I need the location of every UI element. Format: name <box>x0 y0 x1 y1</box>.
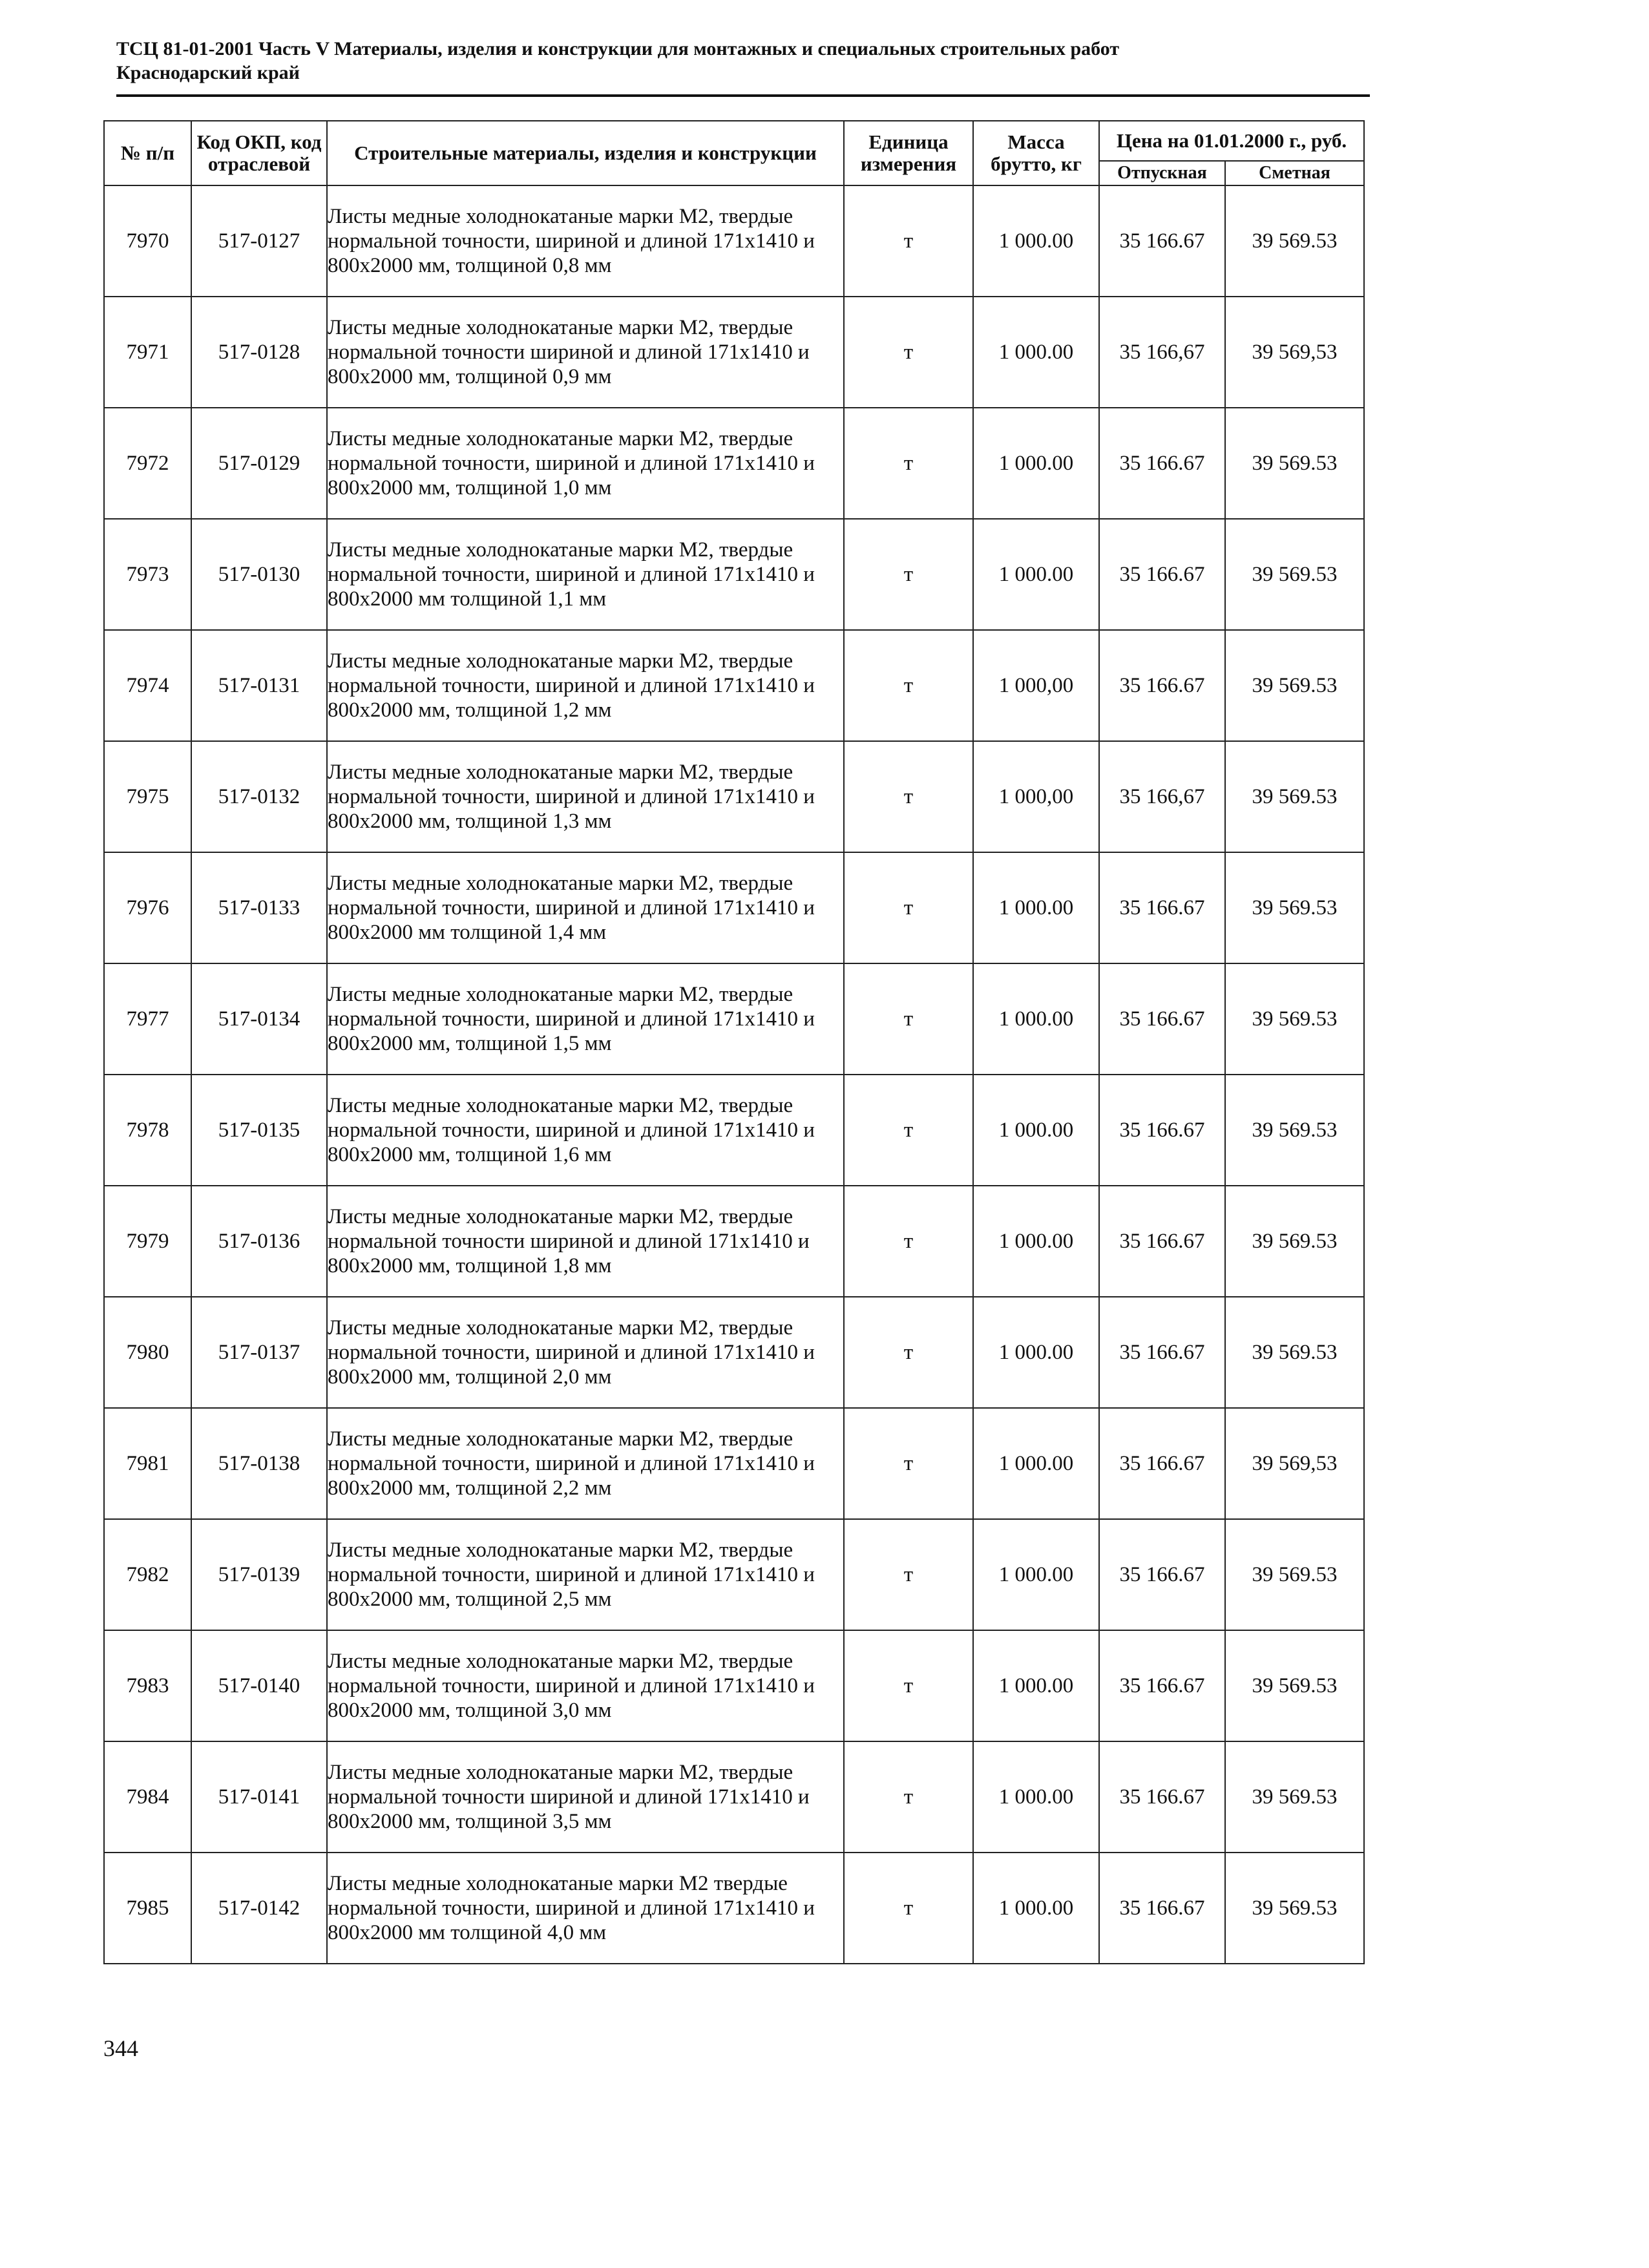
cell-code: 517-0142 <box>191 1853 327 1964</box>
cell-num: 7983 <box>104 1630 191 1741</box>
cell-code: 517-0130 <box>191 519 327 630</box>
document-title: ТСЦ 81-01-2001 Часть V Материалы, изделия и конструкции для монтажных и специальных строительных работ <box>116 38 1120 59</box>
cell-unit: т <box>844 1853 973 1964</box>
cell-num: 7984 <box>104 1741 191 1853</box>
cell-unit: т <box>844 1741 973 1853</box>
header-divider <box>116 94 1370 97</box>
column-header-unit: Единица измерения <box>844 121 973 185</box>
cell-name: Листы медные холоднокатаные марки М2, твердые нормальной точности, шириной и длиной 171х1410 и 800х2000 мм, толщиной 1,6 мм <box>327 1075 844 1186</box>
table-row <box>104 185 1364 297</box>
cell-name: Листы медные холоднокатаные марки М2, твердые нормальной точности, шириной и длиной 171х1410 и 800х2000 мм толщиной 1,1 мм <box>327 519 844 630</box>
table-row <box>104 1519 1364 1630</box>
cell-price-estimate: 39 569,53 <box>1225 1408 1364 1519</box>
cell-price-release: 35 166.67 <box>1099 185 1225 297</box>
price-table <box>103 120 1365 1964</box>
table-row <box>104 852 1364 963</box>
table-row <box>104 1853 1364 1964</box>
cell-name: Листы медные холоднокатаные марки М2, твердые нормальной точности шириной и длиной 171х1410 и 800х2000 мм, толщиной 1,8 мм <box>327 1186 844 1297</box>
cell-code: 517-0137 <box>191 1297 327 1408</box>
table-row <box>104 297 1364 408</box>
cell-price-estimate: 39 569.53 <box>1225 1297 1364 1408</box>
cell-price-release: 35 166.67 <box>1099 408 1225 519</box>
cell-num: 7980 <box>104 1297 191 1408</box>
cell-name: Листы медные холоднокатаные марки М2, твердые нормальной точности, шириной и длиной 171х1410 и 800х2000 мм, толщиной 1,0 мм <box>327 408 844 519</box>
cell-num: 7970 <box>104 185 191 297</box>
cell-price-estimate: 39 569.53 <box>1225 185 1364 297</box>
cell-price-estimate: 39 569.53 <box>1225 852 1364 963</box>
cell-name: Листы медные холоднокатаные марки М2, твердые нормальной точности, шириной и длиной 171х1410 и 800х2000 мм, толщиной 1,5 мм <box>327 963 844 1075</box>
cell-name: Листы медные холоднокатаные марки М2, твердые нормальной точности, шириной и длиной 171х1410 и 800х2000 мм, толщиной 2,0 мм <box>327 1297 844 1408</box>
table-row <box>104 1630 1364 1741</box>
cell-unit: т <box>844 1186 973 1297</box>
cell-code: 517-0139 <box>191 1519 327 1630</box>
cell-num: 7974 <box>104 630 191 741</box>
cell-name: Листы медные холоднокатаные марки М2, твердые нормальной точности шириной и длиной 171х1410 и 800х2000 мм, толщиной 3,5 мм <box>327 1741 844 1853</box>
column-header-mass: Масса брутто, кг <box>973 121 1099 185</box>
cell-mass: 1 000.00 <box>973 1741 1099 1853</box>
cell-name: Листы медные холоднокатаные марки М2, твердые нормальной точности, шириной и длиной 171х1410 и 800х2000 мм, толщиной 1,3 мм <box>327 741 844 852</box>
cell-price-estimate: 39 569.53 <box>1225 630 1364 741</box>
cell-price-release: 35 166,67 <box>1099 297 1225 408</box>
cell-mass: 1 000.00 <box>973 963 1099 1075</box>
cell-unit: т <box>844 297 973 408</box>
cell-price-estimate: 39 569.53 <box>1225 408 1364 519</box>
cell-price-estimate: 39 569.53 <box>1225 963 1364 1075</box>
cell-mass: 1 000.00 <box>973 297 1099 408</box>
cell-num: 7979 <box>104 1186 191 1297</box>
cell-mass: 1 000.00 <box>973 185 1099 297</box>
cell-price-release: 35 166,67 <box>1099 741 1225 852</box>
cell-price-estimate: 39 569.53 <box>1225 1186 1364 1297</box>
cell-mass: 1 000.00 <box>973 408 1099 519</box>
cell-unit: т <box>844 185 973 297</box>
column-header-num: № п/п <box>104 121 191 185</box>
cell-price-estimate: 39 569.53 <box>1225 1853 1364 1964</box>
cell-price-release: 35 166.67 <box>1099 1408 1225 1519</box>
cell-code: 517-0134 <box>191 963 327 1075</box>
cell-name: Листы медные холоднокатаные марки М2, твердые нормальной точности, шириной и длиной 171х1410 и 800х2000 мм толщиной 1,4 мм <box>327 852 844 963</box>
table-row <box>104 1408 1364 1519</box>
table-row <box>104 519 1364 630</box>
cell-price-release: 35 166.67 <box>1099 1297 1225 1408</box>
cell-unit: т <box>844 852 973 963</box>
column-header-code: Код ОКП, код отраслевой <box>191 121 327 185</box>
cell-code: 517-0135 <box>191 1075 327 1186</box>
table-body <box>104 185 1364 1964</box>
cell-unit: т <box>844 408 973 519</box>
cell-mass: 1 000.00 <box>973 852 1099 963</box>
cell-num: 7985 <box>104 1853 191 1964</box>
document-region: Краснодарский край <box>116 62 300 83</box>
cell-name: Листы медные холоднокатаные марки М2, твердые нормальной точности шириной и длиной 171х1410 и 800х2000 мм, толщиной 0,9 мм <box>327 297 844 408</box>
cell-price-release: 35 166.67 <box>1099 1075 1225 1186</box>
cell-price-estimate: 39 569.53 <box>1225 1519 1364 1630</box>
cell-code: 517-0140 <box>191 1630 327 1741</box>
cell-mass: 1 000,00 <box>973 630 1099 741</box>
cell-unit: т <box>844 1408 973 1519</box>
cell-mass: 1 000.00 <box>973 1408 1099 1519</box>
column-header-price-release: Отпускная <box>1099 161 1225 185</box>
cell-mass: 1 000,00 <box>973 741 1099 852</box>
cell-price-release: 35 166.67 <box>1099 630 1225 741</box>
cell-price-estimate: 39 569.53 <box>1225 1075 1364 1186</box>
cell-code: 517-0133 <box>191 852 327 963</box>
cell-price-release: 35 166.67 <box>1099 1630 1225 1741</box>
cell-unit: т <box>844 963 973 1075</box>
cell-unit: т <box>844 1075 973 1186</box>
column-header-price-estimate: Сметная <box>1225 161 1364 185</box>
cell-price-release: 35 166.67 <box>1099 1186 1225 1297</box>
cell-mass: 1 000.00 <box>973 1075 1099 1186</box>
cell-price-release: 35 166.67 <box>1099 852 1225 963</box>
cell-unit: т <box>844 1297 973 1408</box>
cell-mass: 1 000.00 <box>973 1630 1099 1741</box>
cell-price-estimate: 39 569.53 <box>1225 741 1364 852</box>
cell-code: 517-0141 <box>191 1741 327 1853</box>
cell-price-estimate: 39 569,53 <box>1225 297 1364 408</box>
cell-name: Листы медные холоднокатаные марки М2 твердые нормальной точности, шириной и длиной 171х1410 и 800х2000 мм толщиной 4,0 мм <box>327 1853 844 1964</box>
cell-price-estimate: 39 569.53 <box>1225 519 1364 630</box>
cell-unit: т <box>844 630 973 741</box>
column-header-name: Строительные материалы, изделия и конструкции <box>327 121 844 185</box>
table-row <box>104 1186 1364 1297</box>
document-header <box>116 37 1370 85</box>
cell-code: 517-0132 <box>191 741 327 852</box>
cell-price-estimate: 39 569.53 <box>1225 1741 1364 1853</box>
cell-num: 7982 <box>104 1519 191 1630</box>
table-header <box>104 121 1364 185</box>
cell-name: Листы медные холоднокатаные марки М2, твердые нормальной точности, шириной и длиной 171х1410 и 800х2000 мм, толщиной 0,8 мм <box>327 185 844 297</box>
cell-code: 517-0131 <box>191 630 327 741</box>
cell-price-release: 35 166.67 <box>1099 963 1225 1075</box>
cell-mass: 1 000.00 <box>973 1186 1099 1297</box>
cell-unit: т <box>844 741 973 852</box>
cell-price-release: 35 166.67 <box>1099 1853 1225 1964</box>
cell-num: 7977 <box>104 963 191 1075</box>
cell-code: 517-0136 <box>191 1186 327 1297</box>
cell-mass: 1 000.00 <box>973 1519 1099 1630</box>
cell-code: 517-0128 <box>191 297 327 408</box>
cell-num: 7981 <box>104 1408 191 1519</box>
cell-name: Листы медные холоднокатаные марки М2, твердые нормальной точности, шириной и длиной 171х1410 и 800х2000 мм, толщиной 2,2 мм <box>327 1408 844 1519</box>
cell-num: 7978 <box>104 1075 191 1186</box>
cell-price-release: 35 166.67 <box>1099 1741 1225 1853</box>
cell-code: 517-0138 <box>191 1408 327 1519</box>
page-number: 344 <box>103 2035 138 2061</box>
cell-unit: т <box>844 1630 973 1741</box>
cell-mass: 1 000.00 <box>973 519 1099 630</box>
table-row <box>104 741 1364 852</box>
table-row <box>104 963 1364 1075</box>
cell-code: 517-0127 <box>191 185 327 297</box>
cell-unit: т <box>844 519 973 630</box>
cell-price-release: 35 166.67 <box>1099 1519 1225 1630</box>
cell-num: 7972 <box>104 408 191 519</box>
cell-unit: т <box>844 1519 973 1630</box>
cell-name: Листы медные холоднокатаные марки М2, твердые нормальной точности, шириной и длиной 171х1410 и 800х2000 мм, толщиной 2,5 мм <box>327 1519 844 1630</box>
cell-num: 7973 <box>104 519 191 630</box>
cell-code: 517-0129 <box>191 408 327 519</box>
cell-mass: 1 000.00 <box>973 1297 1099 1408</box>
cell-num: 7975 <box>104 741 191 852</box>
cell-mass: 1 000.00 <box>973 1853 1099 1964</box>
cell-num: 7971 <box>104 297 191 408</box>
table-row <box>104 1297 1364 1408</box>
table-row <box>104 630 1364 741</box>
cell-name: Листы медные холоднокатаные марки М2, твердые нормальной точности, шириной и длиной 171х1410 и 800х2000 мм, толщиной 1,2 мм <box>327 630 844 741</box>
table-row <box>104 1075 1364 1186</box>
column-header-price-group: Цена на 01.01.2000 г., руб. <box>1099 121 1364 161</box>
table-row <box>104 1741 1364 1853</box>
cell-num: 7976 <box>104 852 191 963</box>
table-row <box>104 408 1364 519</box>
cell-name: Листы медные холоднокатаные марки М2, твердые нормальной точности, шириной и длиной 171х1410 и 800х2000 мм, толщиной 3,0 мм <box>327 1630 844 1741</box>
cell-price-release: 35 166.67 <box>1099 519 1225 630</box>
cell-price-estimate: 39 569.53 <box>1225 1630 1364 1741</box>
